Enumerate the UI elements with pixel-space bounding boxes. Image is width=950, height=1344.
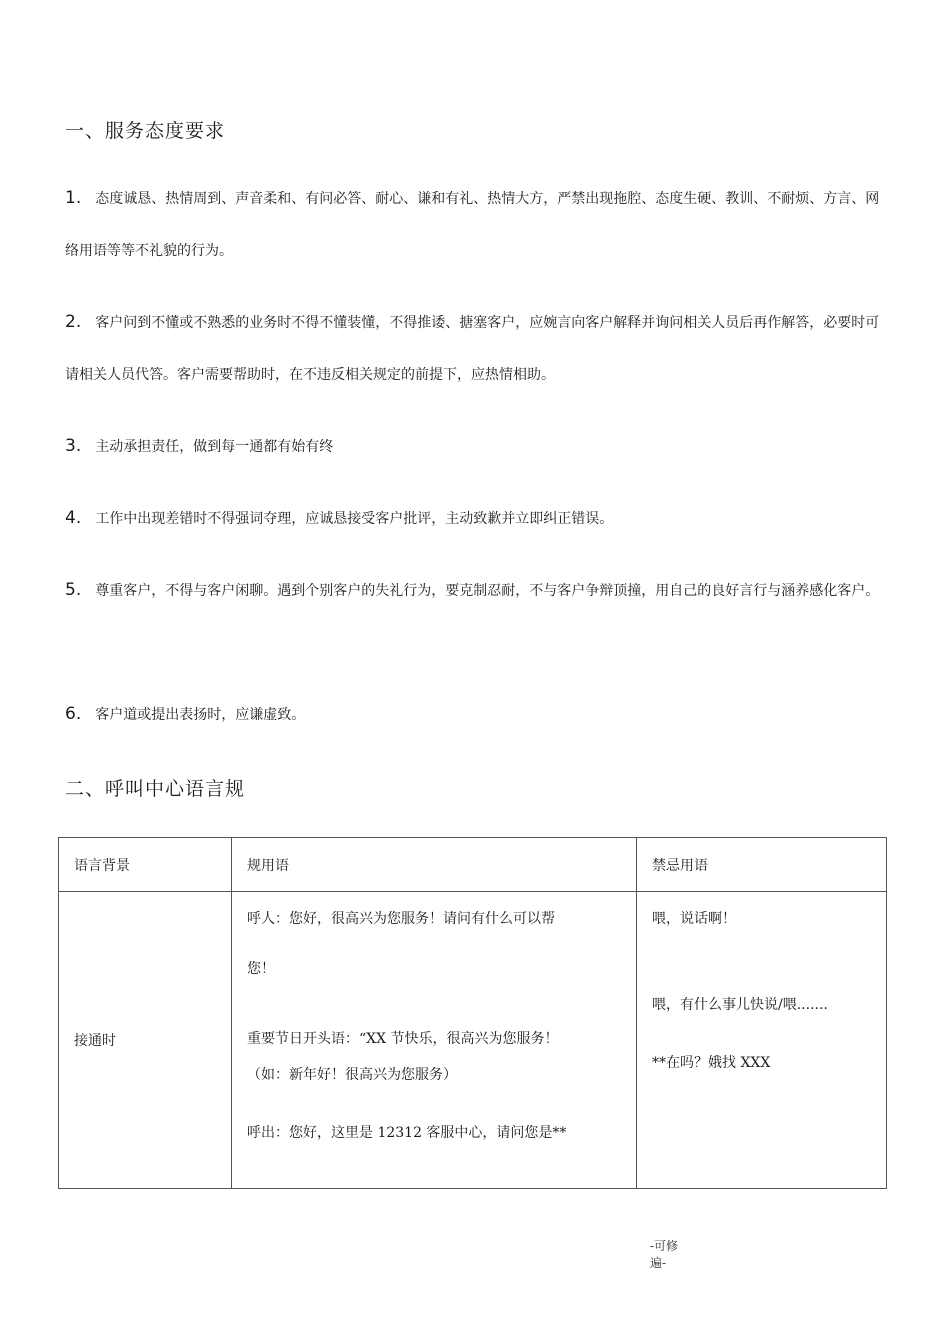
- list-item: [65, 688, 880, 741]
- list-item: [65, 296, 880, 401]
- item-text: 工作中出现差错时不得强词夺理，应诚恳接受客户批评，主动致歉并立即纠正错误。: [95, 511, 614, 527]
- item-number: 6.: [65, 704, 82, 724]
- standard-phrase: 您！: [247, 961, 275, 977]
- item-number: 4.: [65, 508, 82, 528]
- item-number: 1.: [65, 188, 82, 208]
- footer-line: 遍-: [650, 1256, 667, 1270]
- cell-context: 接通时: [59, 892, 232, 1189]
- forbidden-phrase: 喂，有什么事儿快说/喂.......: [652, 997, 828, 1013]
- item-text: 态度诚恳、热情周到、声音柔和、有问必答、耐心、谦和有礼、热情大方，严禁出现拖腔、态度生硬、教训、不耐烦、方言、网络用语等等不礼貌的行为。: [65, 191, 880, 259]
- cell-forbidden-phrases: [637, 892, 887, 1189]
- item-number: 5.: [65, 580, 82, 600]
- item-number: 3.: [65, 436, 82, 456]
- item-text: 主动承担责任，做到每一通都有始有终: [95, 439, 334, 455]
- item-text: 客户问到不懂或不熟悉的业务时不得不懂装懂，不得推诿、搪塞客户，应婉言向客户解释并询问相关人员后再作解答，必要时可请相关人员代答。客户需要帮助时，在不违反相关规定的前提下，应热情相助。: [65, 315, 880, 383]
- item-text: 客户道或提出表扬时，应谦虚致。: [95, 707, 306, 723]
- header-cell-context: 语言背景: [59, 838, 232, 892]
- forbidden-phrase: **在吗？娥找 XXX: [652, 1055, 771, 1071]
- standard-phrase: （如：新年好！很高兴为您服务）: [247, 1067, 457, 1083]
- table-header-row: [59, 838, 887, 892]
- standard-phrase: 重要节日开头语：“XX 节快乐，很高兴为您服务！: [247, 1031, 559, 1047]
- list-item: [65, 420, 880, 473]
- header-cell-standard: 规用语: [232, 838, 637, 892]
- footer-line: -可修: [650, 1239, 679, 1253]
- list-item: [65, 564, 880, 617]
- section-heading-call-center-language: 二、呼叫中心语言规: [65, 778, 246, 800]
- page-footer: [650, 1238, 678, 1272]
- section-heading-service-attitude: 一、服务态度要求: [65, 120, 226, 142]
- list-item: [65, 172, 880, 277]
- list-item: [65, 492, 880, 545]
- item-number: 2.: [65, 312, 82, 332]
- item-text: 尊重客户，不得与客户闲聊。遇到个别客户的失礼行为，要克制忍耐，不与客户争辩顶撞，用自己的良好言行与涵养感化客户。: [95, 583, 880, 599]
- forbidden-phrase: 喂，说话啊！: [652, 911, 736, 927]
- cell-standard-phrases: [232, 892, 637, 1189]
- standard-phrase: 呼人：您好，很高兴为您服务！请问有什么可以帮: [247, 911, 555, 927]
- table-row: [59, 892, 887, 1189]
- standard-phrase: 呼出：您好，这里是 12312 客服中心，请问您是**: [247, 1125, 567, 1141]
- header-cell-forbidden: 禁忌用语: [637, 838, 887, 892]
- language-standards-table: [58, 837, 887, 1189]
